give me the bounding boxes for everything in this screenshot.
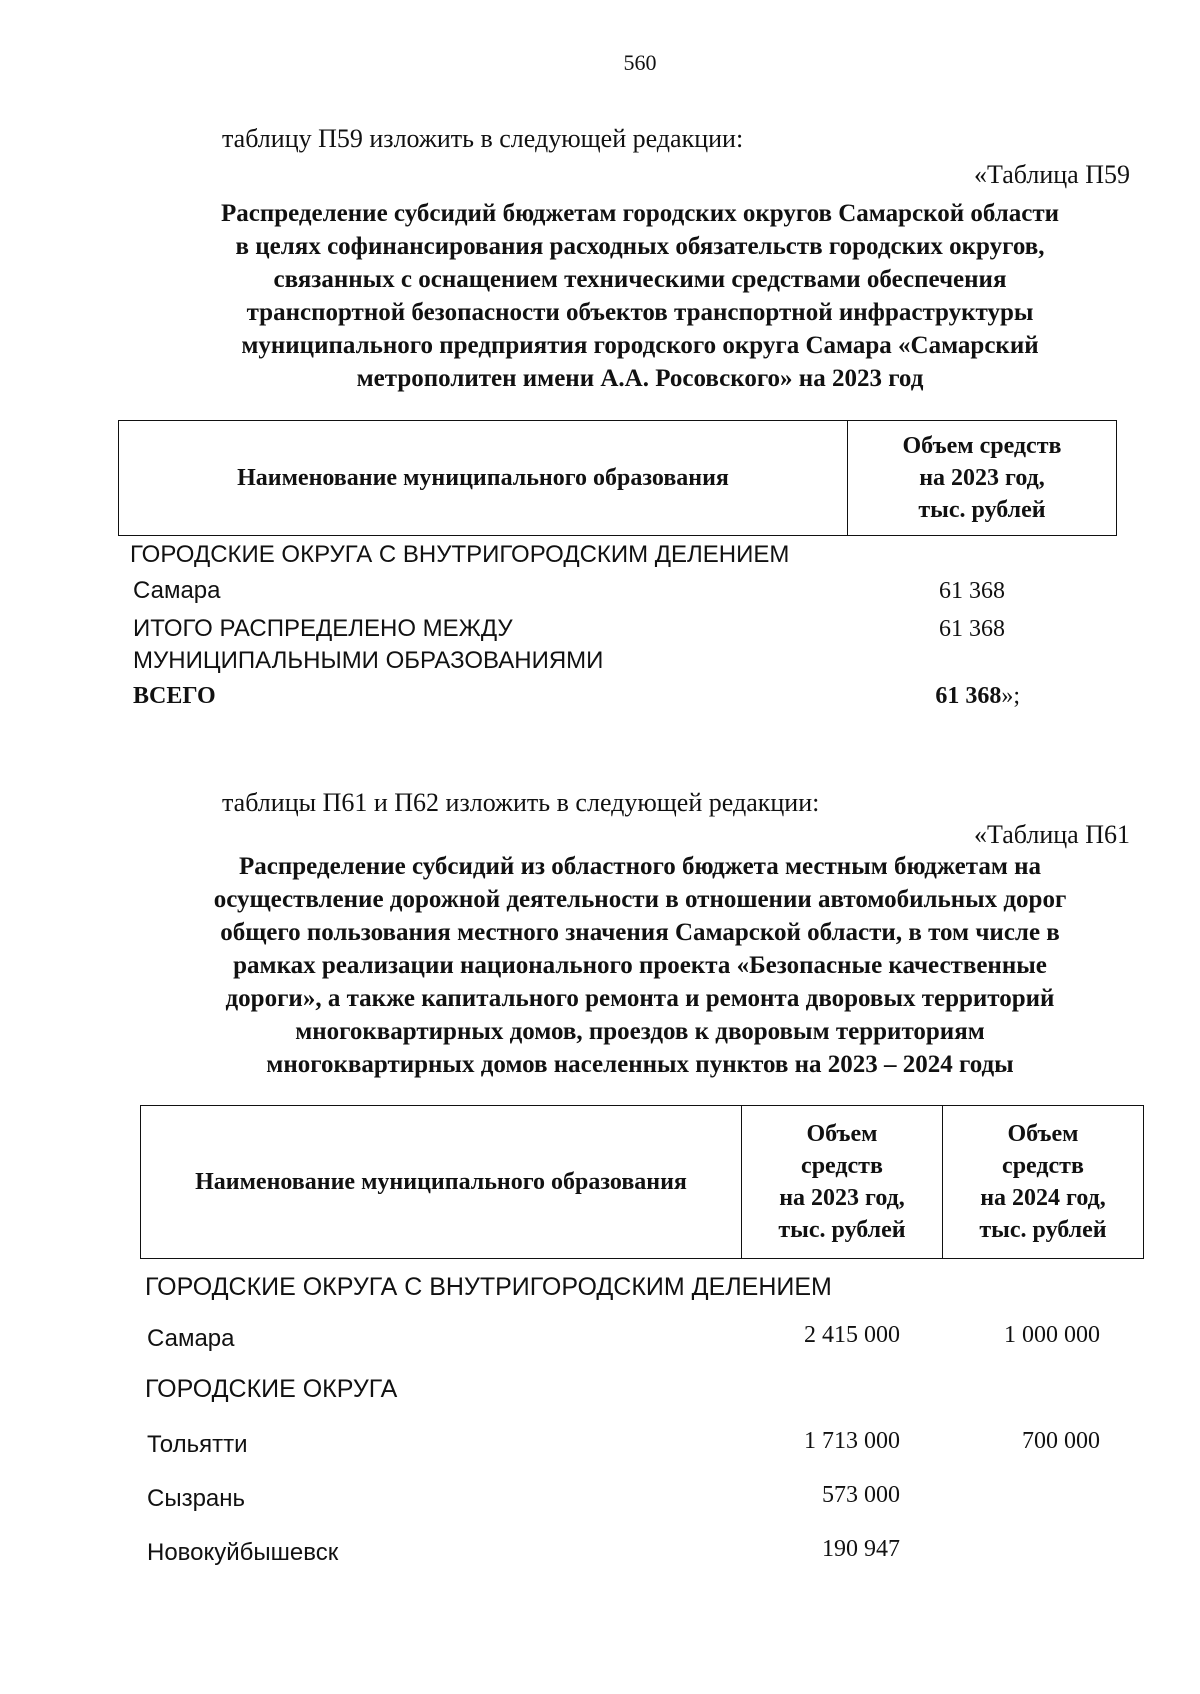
- header-line: Объем: [1007, 1121, 1079, 1147]
- header-line: на 2023 год,: [919, 465, 1045, 491]
- heading-line: многоквартирных домов населенных пунктов на 2023 – 2024 годы: [266, 1051, 1014, 1078]
- section2-table-ref: «Таблица П61: [974, 820, 1130, 849]
- group-label: ГОРОДСКИЕ ОКРУГА С ВНУТРИГОРОДСКИМ ДЕЛЕНИЕМ: [145, 1273, 832, 1301]
- heading-line: дороги», а также капитального ремонта и ремонта дворовых территорий: [225, 985, 1055, 1012]
- header-line: средств: [801, 1153, 883, 1179]
- column-header-2024: [942, 1106, 1143, 1258]
- heading-line: общего пользования местного значения Самарской области, в том числе в: [220, 919, 1060, 946]
- heading-line: осуществление дорожной деятельности в отношении автомобильных дорог: [213, 886, 1067, 913]
- heading-line: метрополитен имени А.А. Росовского» на 2023 год: [356, 365, 924, 392]
- row-value-2024: 700 000: [1022, 1428, 1100, 1454]
- row-name: Новокуйбышевск: [147, 1539, 339, 1566]
- heading-line: в целях софинансирования расходных обязательств городских округов,: [235, 233, 1045, 260]
- row-value-2023: 573 000: [822, 1482, 900, 1508]
- subtotal-label-line1: ИТОГО РАСПРЕДЕЛЕНО МЕЖДУ: [133, 615, 513, 642]
- heading-line: рамках реализации национального проекта «Безопасные качественные: [233, 952, 1047, 979]
- row-value-2023: 2 415 000: [804, 1322, 900, 1348]
- row-name: Самара: [133, 577, 221, 604]
- group-label: ГОРОДСКИЕ ОКРУГА С ВНУТРИГОРОДСКИМ ДЕЛЕНИЕМ: [130, 541, 790, 568]
- header-line: средств: [1002, 1153, 1084, 1179]
- column-header-2023: [741, 1106, 942, 1258]
- section1-table-ref: «Таблица П59: [974, 160, 1130, 189]
- header-line: тыс. рублей: [778, 1217, 906, 1243]
- total-amount: 61 368: [935, 683, 1002, 709]
- heading-line: Распределение субсидий из областного бюджета местным бюджетам на: [238, 853, 1041, 880]
- page-number: 560: [623, 50, 657, 75]
- total-label: ВСЕГО: [133, 683, 216, 709]
- column-header-amount: [847, 421, 1116, 535]
- column-header-name: Наименование муниципального образования: [237, 465, 729, 491]
- group-label: ГОРОДСКИЕ ОКРУГА: [145, 1375, 398, 1403]
- header-line: на 2023 год,: [779, 1185, 905, 1211]
- subtotal-value: 61 368: [939, 616, 1005, 642]
- header-line: Объем средств: [902, 433, 1062, 459]
- row-value-2023: 1 713 000: [804, 1428, 900, 1454]
- header-line: на 2024 год,: [980, 1185, 1106, 1211]
- heading-line: Распределение субсидий бюджетам городских округов Самарской области: [220, 200, 1060, 227]
- section1-intro: таблицу П59 изложить в следующей редакции:: [222, 124, 744, 153]
- heading-line: транспортной безопасности объектов транспортной инфраструктуры: [246, 299, 1034, 326]
- subtotal-label-line2: МУНИЦИПАЛЬНЫМИ ОБРАЗОВАНИЯМИ: [133, 647, 604, 674]
- row-value-2024: 1 000 000: [1004, 1322, 1100, 1348]
- header-line: тыс. рублей: [979, 1217, 1107, 1243]
- row-name: Тольятти: [147, 1431, 248, 1458]
- total-suffix: »;: [1001, 683, 1020, 709]
- section2-heading: [100, 850, 1180, 1081]
- section2-intro: таблицы П61 и П62 изложить в следующей редакции:: [222, 788, 820, 817]
- section1-table-header: [118, 420, 1117, 536]
- row-value: 61 368: [939, 578, 1005, 604]
- row-value-2023: 190 947: [822, 1536, 900, 1562]
- heading-line: многоквартирных домов, проездов к дворовым территориям: [295, 1018, 985, 1045]
- row-name: Сызрань: [147, 1485, 246, 1512]
- header-line: тыс. рублей: [918, 497, 1046, 523]
- section1-heading: [100, 197, 1180, 395]
- heading-line: муниципального предприятия городского округа Самара «Самарский: [241, 332, 1039, 359]
- heading-line: связанных с оснащением техническими средствами обеспечения: [273, 266, 1007, 293]
- total-value: [935, 683, 1020, 710]
- section2-table-header: [140, 1105, 1144, 1259]
- row-name: Самара: [147, 1325, 235, 1352]
- header-line: Объем: [806, 1121, 878, 1147]
- column-header-name: Наименование муниципального образования: [195, 1169, 687, 1195]
